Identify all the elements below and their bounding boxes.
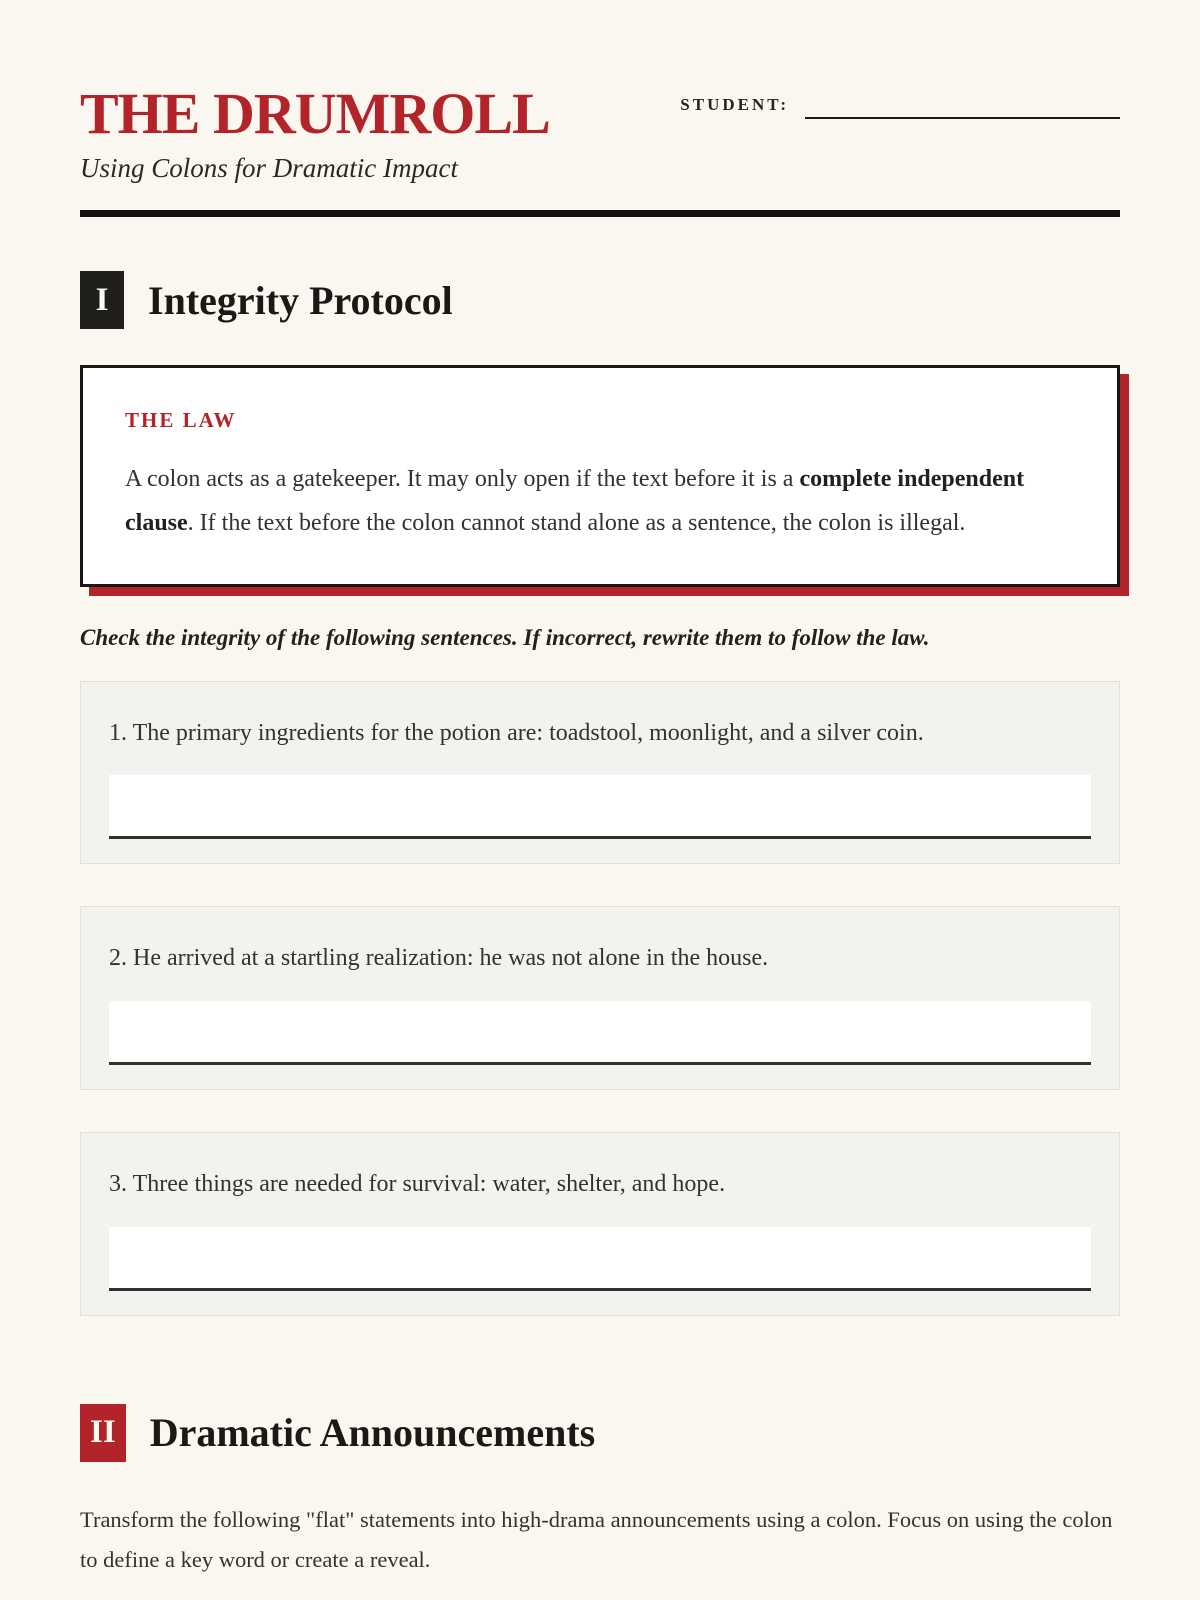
law-callout-box [80, 365, 1120, 587]
exercise-3-answer-line[interactable] [109, 1227, 1091, 1291]
announcements-instruction: Transform the following "flat" statements into high-drama announcements using a colon. Focus on using the colon to define a key word or create a reveal. [80, 1506, 1113, 1573]
exercise-2-answer-line[interactable] [109, 1001, 1091, 1065]
integrity-instruction: Check the integrity of the following sentences. If incorrect, rewrite them to follow the law. [80, 624, 930, 650]
section-numeral-badge: II [80, 1404, 126, 1462]
law-text-bold: complete independent clause [125, 466, 1025, 537]
exercise-2-question: 2. He arrived at a startling realization: he was not alone in the house. [109, 945, 769, 972]
student-label: STUDENT: [680, 95, 789, 114]
page-title: THE DRUMROLL [80, 81, 550, 146]
law-text [125, 457, 1075, 546]
law-label: THE LAW [125, 408, 237, 432]
exercise-1-question: 1. The primary ingredients for the potion are: toadstool, moonlight, and a silver coin. [109, 719, 924, 746]
header-divider [80, 210, 1120, 217]
section-heading-dramatic-announcements [80, 1404, 1120, 1462]
section-title: Dramatic Announcements [149, 1410, 596, 1456]
exercise-box-2 [80, 906, 1120, 1090]
exercise-1-answer-line[interactable] [109, 775, 1091, 839]
law-text-start: A colon acts as a gatekeeper. It may only open if the text before it is a [125, 466, 800, 492]
exercise-box-1 [80, 681, 1120, 865]
section-title: Integrity Protocol [148, 277, 453, 323]
student-name-input-line[interactable] [805, 93, 1120, 119]
law-text-end: . If the text before the colon cannot stand alone as a sentence, the colon is illegal. [187, 510, 966, 537]
exercise-3-question: 3. Three things are needed for survival: water, shelter, and hope. [109, 1170, 726, 1197]
section-heading-integrity-protocol [80, 271, 1120, 329]
student-name-block [680, 85, 1120, 119]
section-numeral-badge: I [80, 271, 124, 329]
masthead [80, 81, 550, 184]
exercise-box-3 [80, 1132, 1120, 1316]
page-subtitle: Using Colons for Dramatic Impact [80, 153, 458, 183]
header [80, 81, 1120, 184]
